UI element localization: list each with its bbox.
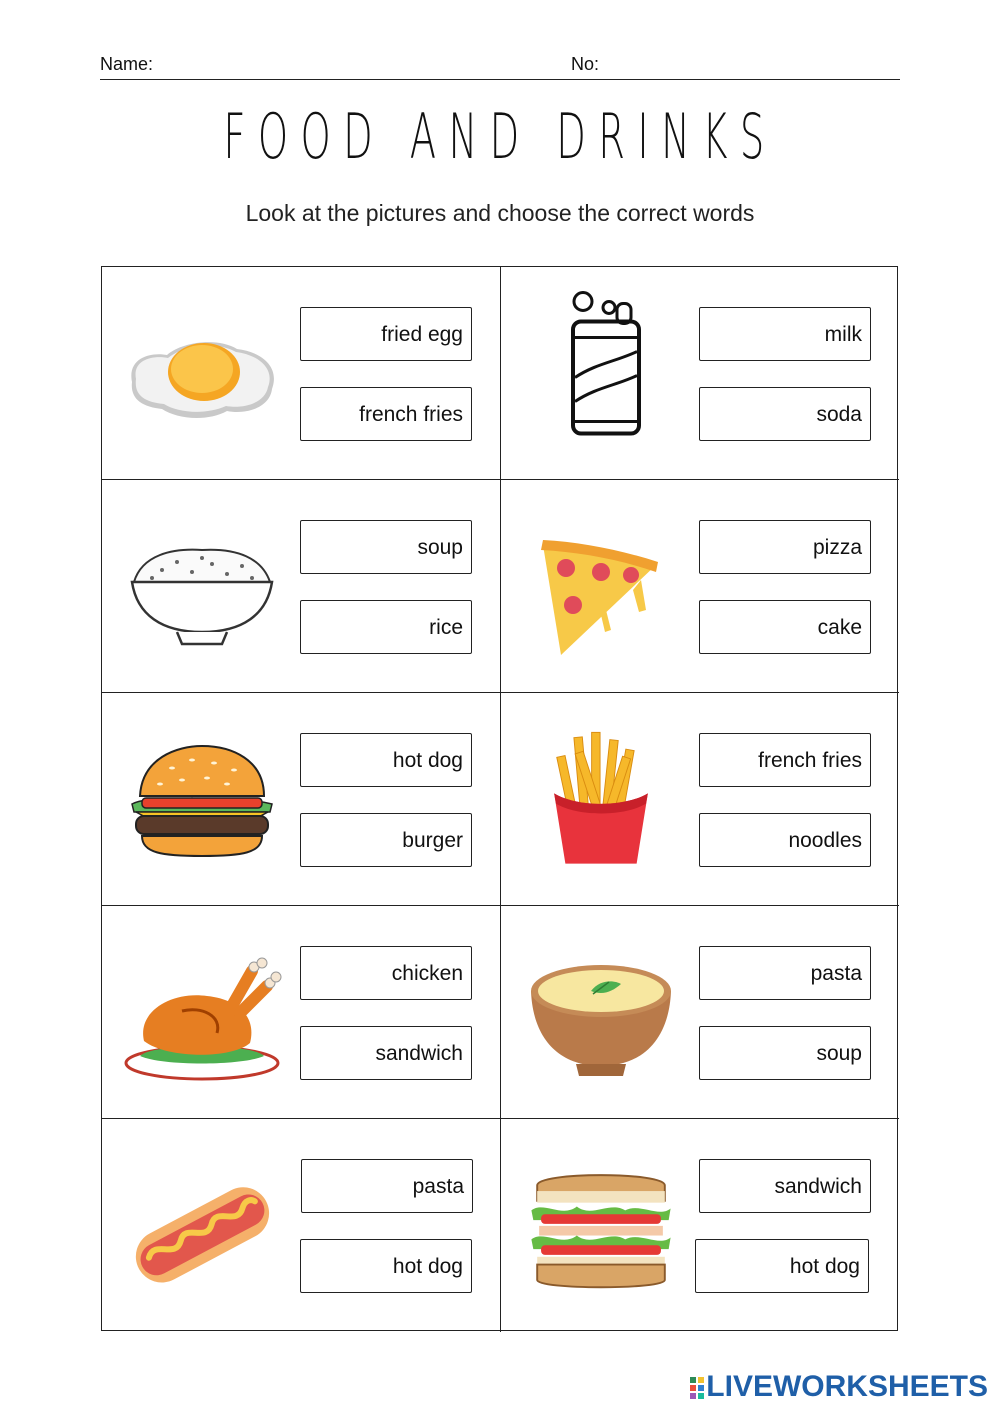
exercise-item: [501, 1119, 899, 1332]
option-french-fries[interactable]: french fries: [699, 733, 871, 787]
option-burger[interactable]: burger: [300, 813, 472, 867]
exercise-item: [102, 906, 501, 1119]
fried-egg-icon: [122, 307, 282, 447]
option-soda[interactable]: soda: [699, 387, 871, 441]
option-fried-egg[interactable]: fried egg: [300, 307, 472, 361]
soda-can-icon: [521, 279, 681, 444]
exercise-item: [501, 267, 899, 480]
soup-bowl-icon: [521, 946, 681, 1086]
option-sandwich[interactable]: sandwich: [300, 1026, 472, 1080]
instructions: Look at the pictures and choose the correct words: [245, 200, 755, 226]
french-fries-icon: [521, 723, 681, 873]
option-noodles[interactable]: noodles: [699, 813, 871, 867]
liveworksheets-brand: LIVEWORKSHEETS: [706, 1370, 988, 1403]
option-rice[interactable]: rice: [300, 600, 472, 654]
option-soup[interactable]: soup: [699, 1026, 871, 1080]
option-milk[interactable]: milk: [699, 307, 871, 361]
exercise-item: [501, 693, 899, 906]
option-cake[interactable]: cake: [699, 600, 871, 654]
exercise-item: [102, 480, 501, 693]
option-chicken[interactable]: chicken: [300, 946, 472, 1000]
header-underline: [100, 79, 900, 80]
number-label: No:: [571, 54, 600, 74]
option-hot-dog[interactable]: hot dog: [300, 1239, 472, 1293]
option-hot-dog[interactable]: hot dog: [300, 733, 472, 787]
exercise-item: [501, 906, 899, 1119]
exercise-item: [102, 693, 501, 906]
exercise-item: [501, 480, 899, 693]
option-pizza[interactable]: pizza: [699, 520, 871, 574]
exercise-item: [102, 1119, 501, 1332]
option-pasta[interactable]: pasta: [301, 1159, 473, 1213]
option-hot-dog[interactable]: hot dog: [695, 1239, 869, 1293]
option-pasta[interactable]: pasta: [699, 946, 871, 1000]
option-french-fries[interactable]: french fries: [300, 387, 472, 441]
rice-bowl-icon: [122, 520, 282, 660]
option-sandwich[interactable]: sandwich: [699, 1159, 871, 1213]
option-soup[interactable]: soup: [300, 520, 472, 574]
name-label: Name:: [100, 54, 154, 74]
page-title: FOOD AND DRINKS: [223, 100, 777, 173]
hot-dog-icon: [122, 1164, 282, 1304]
exercise-grid: [101, 266, 898, 1331]
roast-chicken-icon: [122, 951, 282, 1091]
burger-icon: [122, 738, 282, 878]
sandwich-icon: [521, 1164, 681, 1309]
pizza-slice-icon: [521, 530, 681, 670]
exercise-item: [102, 267, 501, 480]
